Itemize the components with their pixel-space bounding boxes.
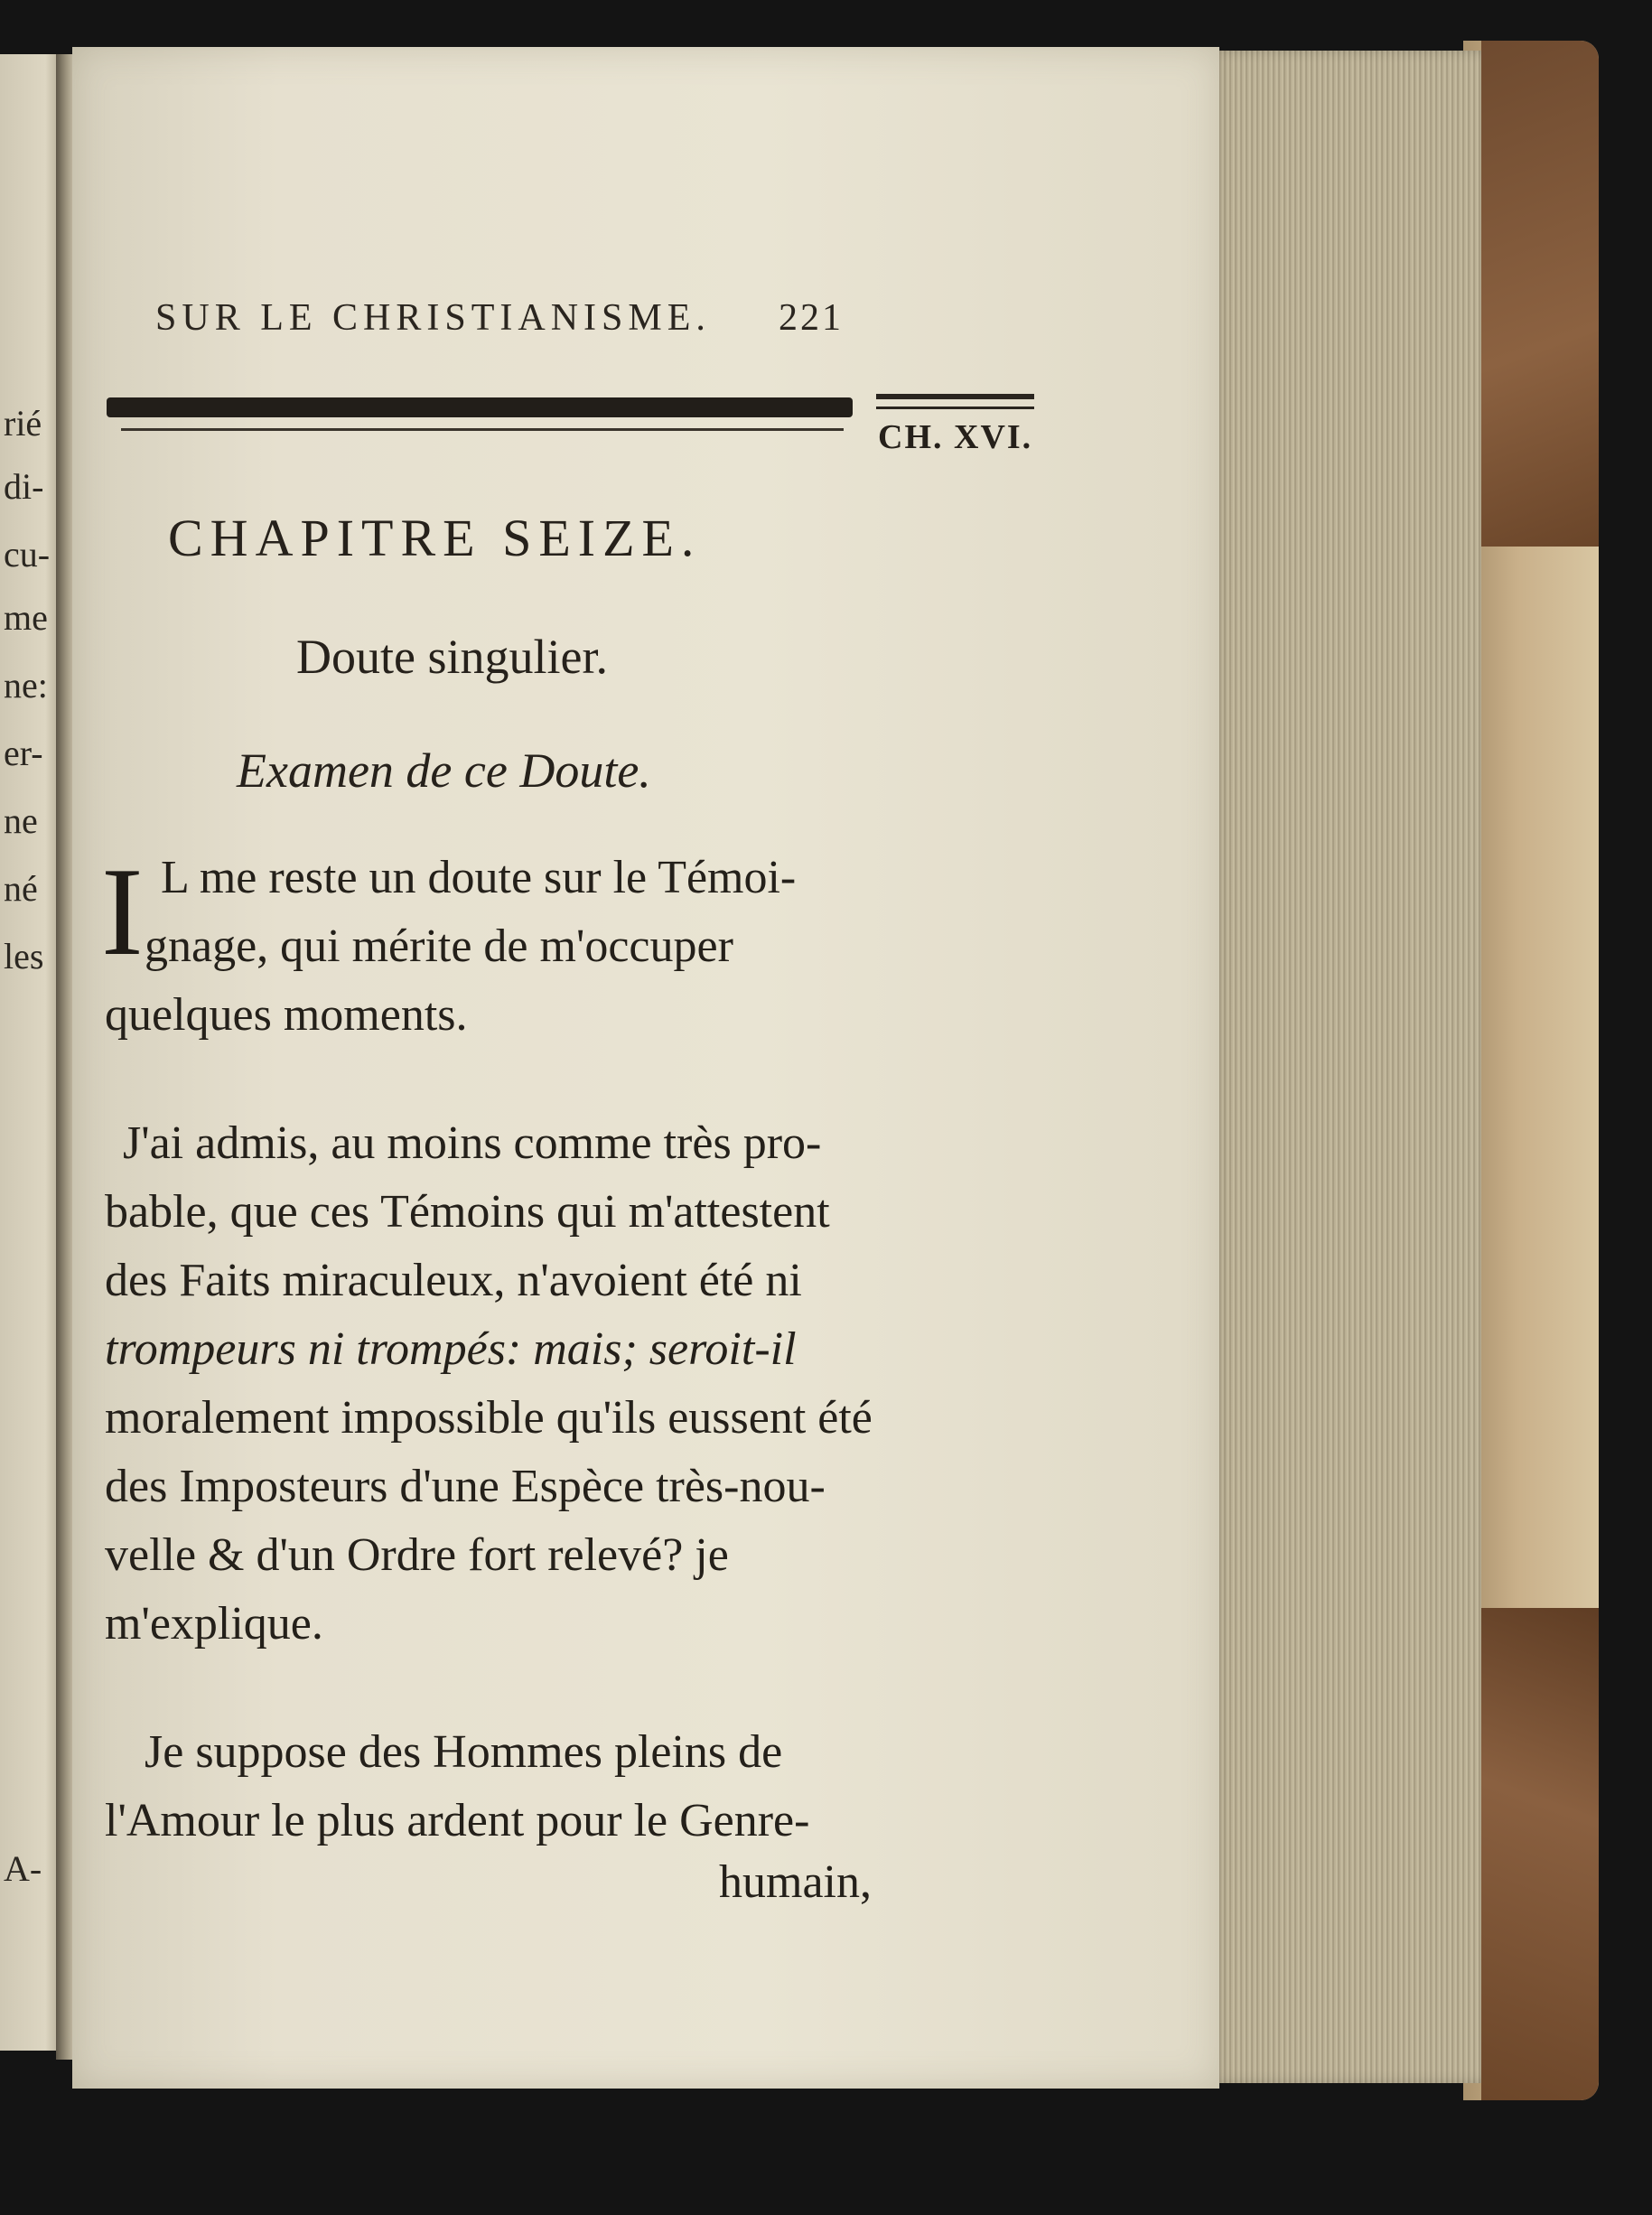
text-line: velle & d'un Ordre fort relevé? je [105,1529,729,1581]
page-number: 221 [779,297,844,339]
right-page [72,47,1219,2089]
text-line: m'explique. [105,1598,323,1650]
chapter-subtitle: Doute singulier. [296,630,608,684]
chapter-title: CHAPITRE SEIZE. [168,509,702,567]
text-line: moralement impossible qu'ils eussent été [105,1392,873,1444]
header-rule-thick [107,397,853,417]
text-line: L me reste un doute sur le Témoi- [161,852,797,903]
cover-leather-corner-top [1481,41,1599,547]
text-line: Je suppose des Hommes pleins de [145,1726,783,1778]
header-rule-thin [121,428,844,431]
left-page-fragment: er- [4,733,43,773]
left-page-fragment: ne: [4,665,48,706]
drop-cap: I [101,842,144,982]
running-head: SUR LE CHRISTIANISME. [155,297,711,339]
text-line: J'ai admis, au moins comme très pro- [123,1117,822,1169]
text-line: des Imposteurs d'une Espèce très-nou- [105,1461,826,1512]
text-line: quelques moments. [105,989,468,1041]
chapter-catch-rule [876,407,1034,409]
cover-leather-corner-bottom [1481,1608,1599,2100]
left-page-fragment: ne [4,800,38,841]
text-line: trompeurs ni trompés: mais; seroit-il [105,1323,797,1375]
page-block-edges [1210,51,1481,2083]
text-line: gnage, qui mérite de m'occuper [145,921,733,972]
left-page-fragment: cu- [4,534,51,575]
left-page-fragment: A- [4,1848,42,1889]
left-page-fragment: me [4,597,48,638]
left-page-fragment: rié [4,403,42,444]
chapter-catch-rule [876,394,1034,399]
chapter-subtitle-italic: Examen de ce Doute. [237,743,651,798]
text-line: des Faits miraculeux, n'avoient été ni [105,1255,802,1306]
left-page-fragment: les [4,936,44,977]
text-line: bable, que ces Témoins qui m'attestent [105,1186,830,1238]
catchword: humain, [719,1856,872,1908]
left-page-fragment: di- [4,466,44,507]
left-page-fragment: né [4,868,38,909]
chapter-catch: CH. XVI. [878,418,1033,456]
text-line: l'Amour le plus ardent pour le Genre- [105,1795,810,1846]
